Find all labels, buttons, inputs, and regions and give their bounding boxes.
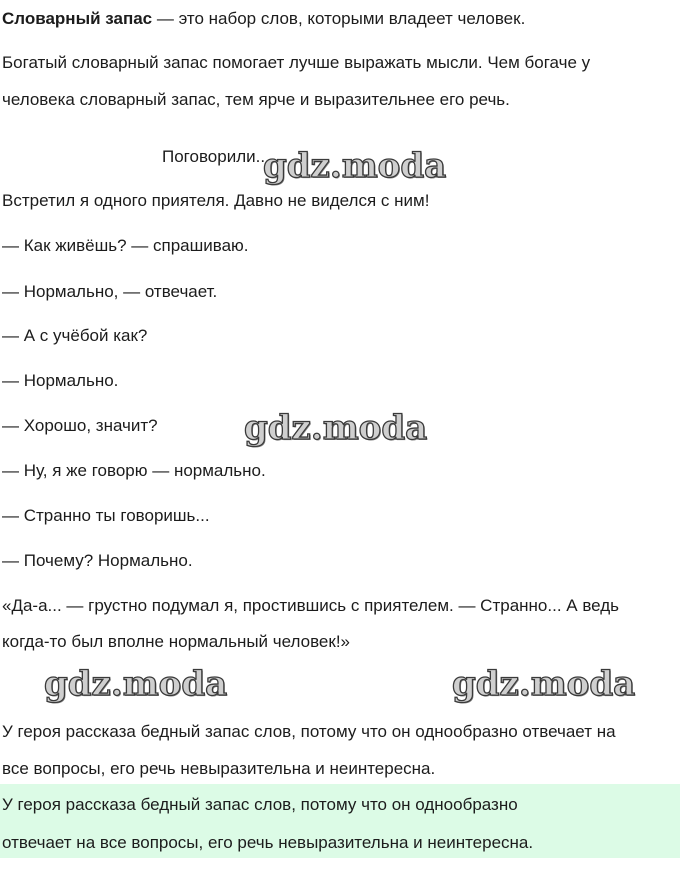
story-line: когда-то был вполне нормальный человек!» — [2, 632, 350, 651]
definition-text: — это набор слов, которыми владеет человек. — [152, 9, 526, 28]
story-line: — Странно ты говоришь... — [2, 506, 210, 525]
answer-line: У героя рассказа бедный запас слов, потому что он однообразно — [2, 795, 518, 814]
intro-line: человека словарный запас, тем ярче и выразительнее его речь. — [2, 90, 510, 109]
story-line: — Как живёшь? — спрашиваю. — [2, 236, 249, 255]
story-title: Поговорили... — [162, 147, 270, 166]
watermark: gdz.moda — [44, 664, 228, 704]
intro-line: Богатый словарный запас помогает лучше выражать мысли. Чем богаче у — [2, 53, 591, 72]
story-line: Встретил я одного приятеля. Давно не виделся с ним! — [2, 191, 430, 210]
watermark: gdz.moda — [452, 664, 636, 704]
story-line: — Почему? Нормально. — [2, 551, 193, 570]
term: Словарный запас — [2, 9, 153, 28]
watermark: gdz.moda — [244, 408, 428, 448]
answer-line: отвечает на все вопросы, его речь невыразительна и неинтересна. — [2, 833, 534, 852]
definition-line — [2, 8, 525, 30]
answer-block — [0, 784, 680, 858]
cut-off-line — [2, 128, 678, 138]
story-line: — А с учёбой как? — [2, 326, 148, 345]
watermark: gdz.moda — [263, 146, 447, 186]
conclusion-line: У героя рассказа бедный запас слов, потому что он однообразно отвечает на — [2, 722, 616, 741]
story-line: — Нормально, — отвечает. — [2, 282, 218, 301]
story-line: — Хорошо, значит? — [2, 416, 158, 435]
conclusion-line: все вопросы, его речь невыразительна и неинтересна. — [2, 759, 436, 778]
story-line: «Да-а... — грустно подумал я, простившись с приятелем. — Странно... А ведь — [2, 596, 620, 615]
story-line: — Ну, я же говорю — нормально. — [2, 461, 266, 480]
story-line: — Нормально. — [2, 371, 119, 390]
